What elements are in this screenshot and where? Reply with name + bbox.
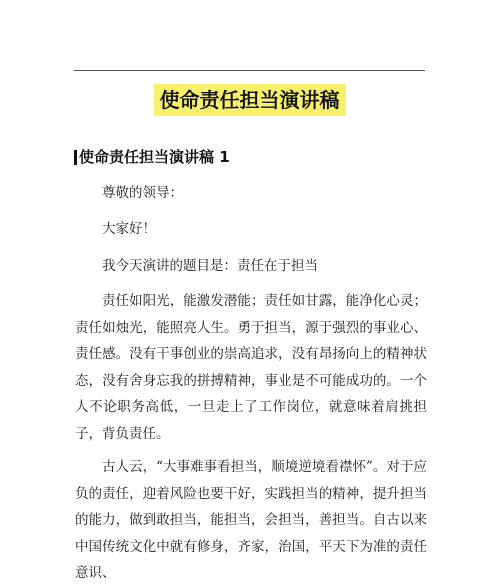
heading-marker-icon <box>74 150 77 165</box>
section-heading <box>74 146 230 168</box>
paragraph-body-1: 责任如阳光，能激发潜能；责任如甘露，能净化心灵；责任如烛光，能照亮人生。勇于担当，源于强烈的事业心、责任感。没有干事创业的崇高追求，没有昂扬向上的精神状态，没有舍身忘我的拼搏精神，事业是不可能成功的。一个人不论职务高低，一旦走上了工作岗位，就意味着肩挑担子，背负责任。 <box>75 293 427 442</box>
document-title-text: 使命责任担当演讲稿 <box>154 84 346 116</box>
header-rule <box>74 70 425 71</box>
document-title <box>74 84 425 116</box>
paragraph-greeting: 大家好！ <box>102 221 156 237</box>
paragraph-body-2: 古人云，“大事难事看担当，顺境逆境看襟怀”。对于应负的责任，迎着风险也要干好，实践担当的精神，提升担当的能力，做到敢担当，能担当，会担当，善担当。自古以来中国传统文化中就有修身，齐家，治国，平天下为准的责任意识、 <box>75 459 427 581</box>
section-heading-text: 使命责任担当演讲稿 1 <box>79 148 230 166</box>
paragraph-topic: 我今天演讲的题目是：责任在于担当 <box>102 258 318 274</box>
paragraph-salutation: 尊敬的领导： <box>102 185 183 201</box>
